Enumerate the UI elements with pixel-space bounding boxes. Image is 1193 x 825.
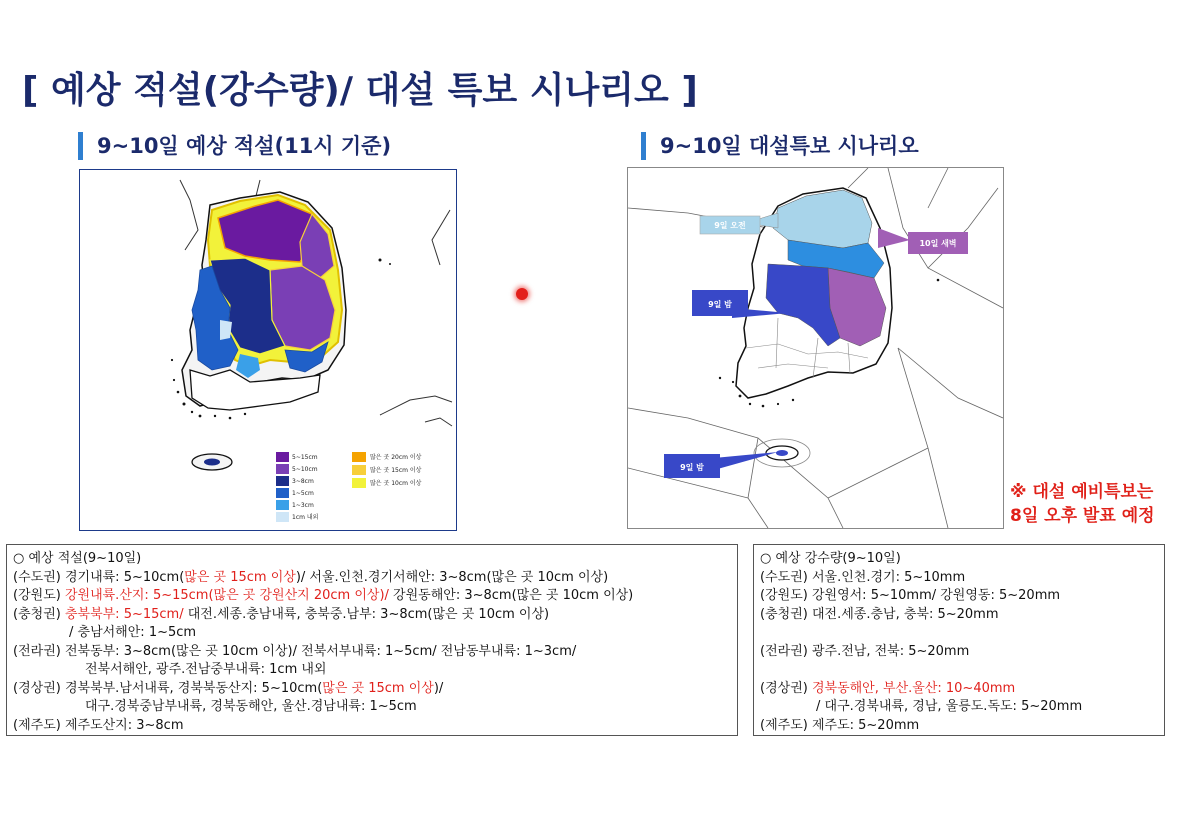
snowfall-gyeongsang-cont: 대구.경북중남부내륙, 경북동해안, 울산.경남내륙: 1~5cm <box>85 699 417 714</box>
callout-10-dawn <box>878 228 968 254</box>
rain-sudo: (수도권) 서울.인천.경기: 5~10mm <box>760 569 966 585</box>
snowfall-gyeongsang: (경상권) 경북북부.남서내륙, 경북북동산지: 5~10cm(많은 곳 15cm 이상)/ <box>13 680 444 696</box>
page-title: [ 예상 적설(강수량)/ 대설 특보 시나리오 ] <box>22 70 698 111</box>
legend-label: 3~8cm <box>292 478 314 485</box>
legend-label: 5~15cm <box>292 454 318 461</box>
legend-swatch <box>276 464 289 474</box>
spacer <box>754 624 1164 643</box>
legend-label: 1~3cm <box>292 502 314 509</box>
warning-scenario-map <box>627 167 1004 529</box>
snowfall-chungcheong: (충청권) 충북북부: 5~15cm/ 대전.세종.충남내륙, 충북중.남부: 3~8cm(많은 곳 10cm 이상) <box>13 606 550 622</box>
snowfall-jeju: (제주도) 제주도산지: 3~8cm <box>13 717 184 733</box>
jeju-snow-area <box>204 459 220 466</box>
snowfall-map <box>79 169 457 531</box>
legend-label: 1cm 내외 <box>292 514 319 521</box>
legend-swatch <box>352 465 366 475</box>
snowfall-chungcheong-cont: / 충남서해안: 1~5cm <box>69 625 197 640</box>
expected-precipitation-box <box>753 544 1165 736</box>
callout-label: 9일 밤 <box>680 463 704 472</box>
legend-swatch <box>276 452 289 462</box>
notice-line: 8일 오후 발표 예정 <box>1010 506 1155 526</box>
warning-9am-area <box>773 190 872 248</box>
laser-pointer-dot <box>516 288 528 300</box>
rain-gangwon: (강원도) 강원영서: 5~10mm/ 강원영동: 5~20mm <box>760 588 1061 603</box>
rain-jeju: (제주도) 제주도: 5~20mm <box>760 717 920 733</box>
rain-chungcheong: (충청권) 대전.세종.충남, 충북: 5~20mm <box>760 606 999 622</box>
callout-label: 10일 새벽 <box>919 239 957 248</box>
legend-label: 1~5cm <box>292 490 314 497</box>
notice-line: ※ 대설 예비특보는 <box>1010 482 1154 502</box>
rain-heading: ○ 예상 강수량(9~10일) <box>760 551 901 566</box>
snowfall-legend <box>276 452 422 522</box>
callout-label: 9일 오전 <box>714 221 746 230</box>
rain-gyeongsang: (경상권) 경북동해안, 부산.울산: 10~40mm <box>760 680 1016 696</box>
coastline-fragment <box>380 396 452 415</box>
spacer <box>754 661 1164 680</box>
snowfall-map-graphic <box>80 170 456 530</box>
snowfall-jeolla-cont: 전북서해안, 광주.전남중부내륙: 1cm 내외 <box>85 662 327 677</box>
legend-label: 많은 곳 20cm 이상 <box>370 454 422 461</box>
snowfall-heading: ○ 예상 적설(9~10일) <box>13 551 142 566</box>
callout-label: 9일 밤 <box>708 300 732 309</box>
callout-9-night-jeju <box>664 452 778 478</box>
coastline-fragment <box>180 180 198 250</box>
warning-map-graphic <box>628 168 1003 528</box>
snowfall-jeolla: (전라권) 전북동부: 3~8cm(많은 곳 10cm 이상)/ 전북서부내륙: 1~5cm/ 전남동부내륙: 1~3cm/ <box>13 643 577 659</box>
legend-label: 많은 곳 15cm 이상 <box>370 467 422 474</box>
rain-jeolla: (전라권) 광주.전남, 전북: 5~20mm <box>760 643 970 659</box>
jeju-warning-area <box>776 450 788 456</box>
legend-swatch <box>276 512 289 522</box>
right-map-subtitle: 9~10일 대설특보 시나리오 <box>641 132 919 160</box>
rain-gyeongsang-cont: / 대구.경북내륙, 경남, 울릉도.독도: 5~20mm <box>816 699 1083 714</box>
advance-warning-notice <box>1010 480 1190 528</box>
legend-swatch <box>276 500 289 510</box>
expected-snowfall-box <box>6 544 738 736</box>
legend-swatch <box>352 478 366 488</box>
legend-swatch <box>352 452 366 462</box>
coastline-fragment <box>425 418 452 426</box>
left-map-subtitle: 9~10일 예상 적설(11시 기준) <box>78 132 391 160</box>
legend-swatch <box>276 476 289 486</box>
snowfall-gangwon: (강원도) 강원내륙.산지: 5~15cm(많은 곳 강원산지 20cm 이상)/ 강원동해안: 3~8cm(많은 곳 10cm 이상) <box>13 588 634 603</box>
coastline-fragment <box>432 210 450 265</box>
legend-label: 많은 곳 10cm 이상 <box>370 480 422 487</box>
snowfall-sudo: (수도권) 경기내륙: 5~10cm(많은 곳 15cm 이상)/ 서울.인천.경기서해안: 3~8cm(많은 곳 10cm 이상) <box>13 569 609 585</box>
legend-label: 5~10cm <box>292 466 318 473</box>
legend-swatch <box>276 488 289 498</box>
